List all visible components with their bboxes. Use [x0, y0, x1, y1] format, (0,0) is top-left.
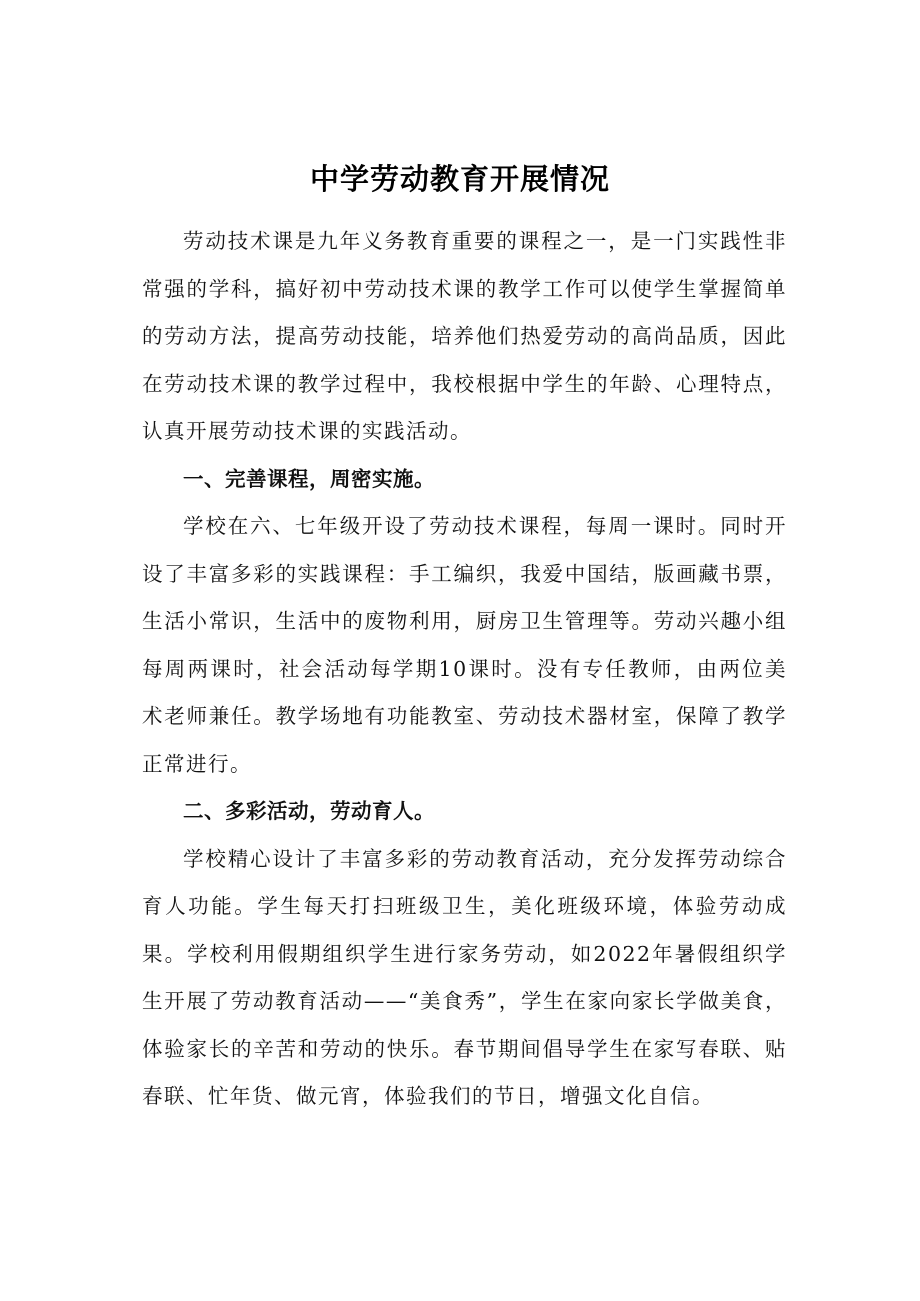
- section-body-2: 学校精心设计了丰富多彩的劳动教育活动，充分发挥劳动综合育人功能。学生每天打扫班级卫生，美化班级环境，体验劳动成果。学校利用假期组织学生进行家务劳动，如2022年暑假组织学生开展了劳动教育活动——“美食秀”，学生在家向家长学做美食，体验家长的辛苦和劳动的快乐。春节期间倡导学生在家写春联、贴春联、忙年货、做元宵，体验我们的节日，增强文化自信。: [142, 846, 787, 1108]
- section-heading-2: 二、多彩活动，劳动育人。: [183, 799, 435, 823]
- intro-paragraph: 劳动技术课是九年义务教育重要的课程之一，是一门实践性非常强的学科，搞好初中劳动技术课的教学工作可以使学生掌握简单的劳动方法，提高劳动技能，培养他们热爱劳动的高尚品质，因此在劳动技术课的教学过程中，我校根据中学生的年龄、心理特点，认真开展劳动技术课的实践活动。: [142, 229, 787, 443]
- page-title: 中学劳动教育开展情况: [309, 162, 610, 197]
- document-body: [142, 218, 787, 1121]
- section-body-1: 学校在六、七年级开设了劳动技术课程，每周一课时。同时开设了丰富多彩的实践课程：手工编织，我爱中国结，版画藏书票，生活小常识，生活中的废物利用，厨房卫生管理等。劳动兴趣小组每周两课时，社会活动每学期10课时。没有专任教师，由两位美术老师兼任。教学场地有功能教室、劳动技术器材室，保障了教学正常进行。: [142, 514, 787, 776]
- section-heading-1: 一、完善课程，周密实施。: [183, 466, 435, 491]
